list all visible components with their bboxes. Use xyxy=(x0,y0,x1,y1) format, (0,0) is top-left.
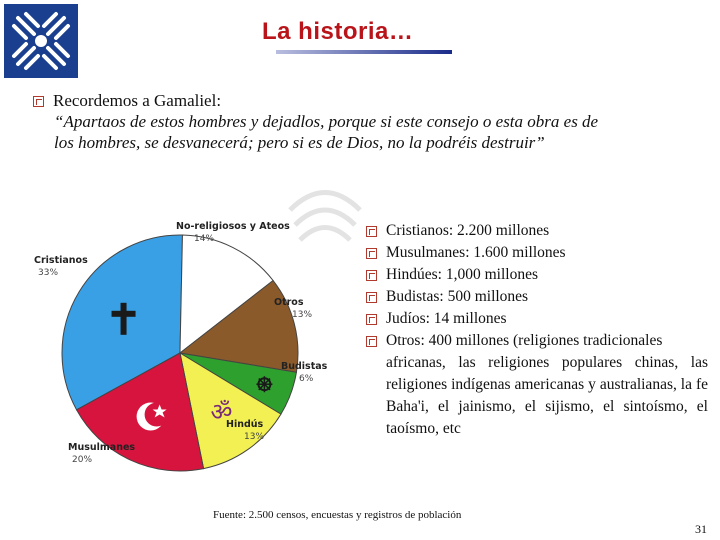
stat-item xyxy=(366,220,708,242)
slice-percent-label: 20% xyxy=(72,455,93,465)
logo-icon xyxy=(4,4,78,78)
slice-label: Cristianos xyxy=(34,255,88,266)
stat-item xyxy=(366,264,708,286)
slice-percent-label: 33% xyxy=(38,268,59,278)
intro-block xyxy=(33,90,698,153)
bullet-icon xyxy=(366,248,377,259)
stat-item xyxy=(366,242,708,264)
slice-percent-label: 14% xyxy=(194,234,215,244)
stat-text: Budistas: 500 millones xyxy=(386,288,529,305)
title-underline xyxy=(276,50,452,54)
slice-label: Musulmanes xyxy=(68,442,136,453)
slice-percent-label: 13% xyxy=(292,310,313,320)
om-icon: ॐ xyxy=(210,397,233,426)
slice-label: Otros xyxy=(274,297,304,308)
slice-percent-label: 6% xyxy=(299,374,314,384)
bullet-icon xyxy=(366,314,377,325)
bullet-icon xyxy=(366,226,377,237)
intro-heading: Recordemos a Gamaliel: xyxy=(53,91,222,110)
quote-line-2: los hombres, se desvanecerá; pero si es de Dios, no la podréis destruir” xyxy=(54,133,545,152)
bullet-icon xyxy=(366,270,377,281)
stat-item xyxy=(366,330,708,352)
stat-text: Cristianos: 2.200 millones xyxy=(386,222,550,239)
stat-item xyxy=(366,308,708,330)
bullet-icon xyxy=(33,96,44,107)
page-number: 31 xyxy=(695,522,707,536)
stat-text: Hindúes: 1,000 millones xyxy=(386,266,538,283)
stat-text: Judíos: 14 millones xyxy=(386,310,507,327)
stat-text: Otros: 400 millones (religiones tradicionales xyxy=(386,332,663,349)
stat-text: Musulmanes: 1.600 millones xyxy=(386,244,566,261)
slice-label: Hindús xyxy=(226,419,264,430)
pie-svg xyxy=(24,205,344,475)
source-note: Fuente: 2.500 censos, encuestas y registros de población xyxy=(213,509,462,521)
slice-label: Budistas xyxy=(281,361,328,372)
slice-label: No-religiosos y Ateos xyxy=(176,221,290,232)
stats-list xyxy=(366,220,708,440)
dharma-wheel-icon xyxy=(256,376,272,392)
stat-item xyxy=(366,286,708,308)
stat-continuation: africanas, las religiones populares chinas, las religiones indígenas americanas y australianas, la fe Baha'i, el jainismo, el sijismo, el sintoísmo, el taoísmo, etc xyxy=(386,354,708,437)
slice-percent-label: 13% xyxy=(244,432,265,442)
bullet-icon xyxy=(366,336,377,347)
intro-heading-row xyxy=(33,90,698,111)
page-title: La historia… xyxy=(262,18,414,45)
quote-line-1: “Apartaos de estos hombres y dejadlos, porque si este consejo o esta obra es de xyxy=(54,112,599,131)
religion-pie-chart xyxy=(24,205,344,475)
bullet-icon xyxy=(366,292,377,303)
